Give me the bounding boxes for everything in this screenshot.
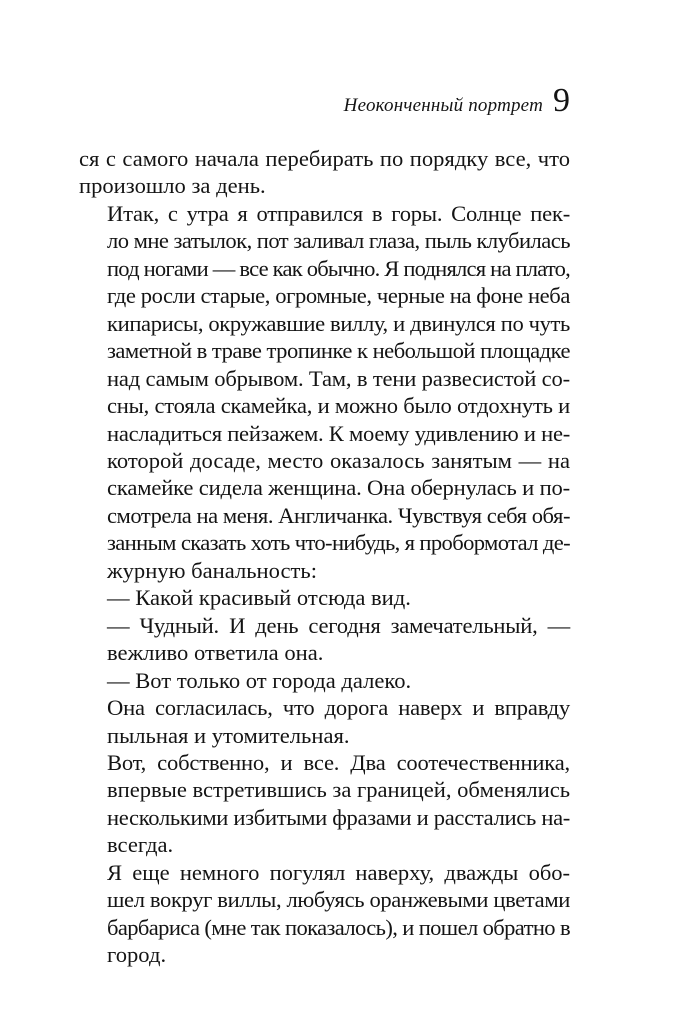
text-line: — Какой красивый отсюда вид. — [107, 585, 411, 611]
text-line: сны, стояла скамейка, и можно было отдохнуть и — [107, 393, 570, 419]
paragraph — [79, 200, 570, 584]
text-line: произошло за день. — [79, 173, 266, 199]
text-line: всегда. — [107, 832, 174, 858]
text-line: барбариса (мне так показалось), и пошел обратно в — [107, 914, 570, 940]
text-line: Итак, с утра я отправился в горы. Солнце пек- — [107, 200, 570, 226]
text-line: шел вокруг виллы, любуясь оранжевыми цветами — [107, 887, 570, 913]
text-line: — Вот только от города далеко. — [107, 667, 412, 693]
text-line: Я еще немного погулял наверху, дважды обо- — [107, 859, 570, 885]
text-line: ло мне затылок, пот заливал глаза, пыль клубилась — [107, 228, 570, 254]
paragraph — [79, 859, 570, 969]
paragraph — [79, 749, 570, 859]
text-line: пыльная и утомительная. — [107, 722, 350, 748]
text-line: кипарисы, окружавшие виллу, и двинулся по чуть — [107, 310, 570, 336]
text-line: город. — [107, 942, 167, 968]
paragraph — [79, 694, 570, 749]
text-line: Вот, собственно, и все. Два соотечественника, — [107, 749, 570, 775]
text-line: которой досаде, место оказалось занятым — на — [107, 447, 570, 473]
text-line: ся с самого начала перебирать по порядку все, что — [79, 146, 570, 171]
text-line: впервые встретившись за границей, обменялись — [107, 777, 570, 803]
text-line: где росли старые, огромные, черные на фоне неба — [107, 283, 570, 309]
text-line: насладиться пейзажем. К моему удивлению и не- — [107, 420, 570, 446]
page-header — [60, 82, 570, 122]
body-text — [79, 145, 570, 969]
dialogue-paragraph — [79, 667, 570, 694]
page-number: 9 — [553, 82, 570, 119]
dialogue-paragraph — [79, 584, 570, 611]
text-line: занным сказать хоть что-нибудь, я пробормотал де- — [107, 530, 570, 556]
paragraph — [79, 145, 570, 200]
text-line: заметной в траве тропинке к небольшой площадке — [107, 338, 570, 364]
text-line: над самым обрывом. Там, в тени развесистой со- — [107, 365, 570, 391]
text-line: скамейке сидела женщина. Она обернулась и по- — [107, 475, 570, 501]
dialogue-paragraph — [79, 612, 570, 667]
text-line: вежливо ответила она. — [107, 640, 324, 666]
text-line: журную банальность: — [107, 557, 317, 583]
text-line: смотрела на меня. Англичанка. Чувствуя себя обя- — [107, 502, 570, 528]
text-line: Она согласилась, что дорога наверх и вправду — [107, 695, 570, 721]
text-line: несколькими избитыми фразами и расстались на- — [107, 804, 570, 830]
text-line: — Чудный. И день сегодня замечательный, — — [107, 612, 570, 638]
text-line: под ногами — все как обычно. Я поднялся на плато, — [107, 255, 570, 281]
running-title: Неоконченный портрет — [343, 95, 543, 116]
